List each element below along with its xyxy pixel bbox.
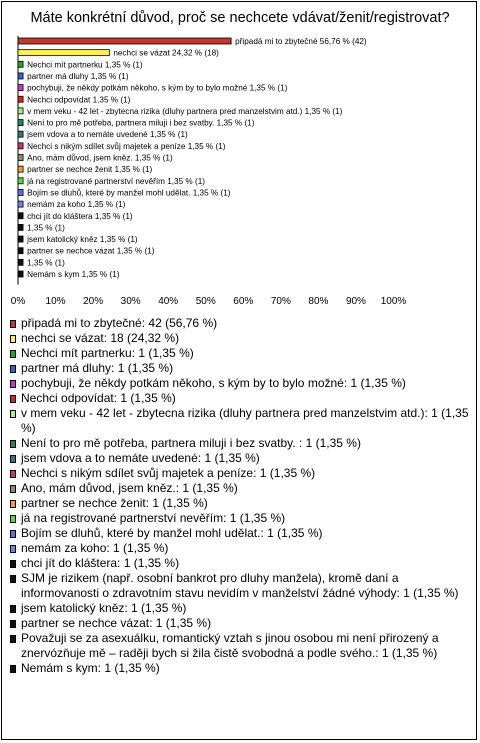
legend-swatch-12 <box>10 515 16 523</box>
bar-label-1: nechci se vázat 24,32 % (18) <box>113 48 219 58</box>
x-tick-label-2: 20% <box>83 296 104 307</box>
legend-item-15 <box>10 556 472 571</box>
legend-swatch-10 <box>10 485 16 493</box>
x-tick-label-4: 40% <box>158 296 179 307</box>
legend-text-8: jsem vdova a to nemáte uvedené: 1 (1,35 %) <box>21 451 260 465</box>
legend-swatch-4 <box>10 380 16 388</box>
x-tick-label-5: 50% <box>195 296 216 307</box>
bar-label-12: já na registrované partnerství nevěřím 1,35 % (1) <box>27 176 206 186</box>
legend-text-20: Nemám s kym: 1 (1,35 %) <box>21 661 160 675</box>
bar-label-11: partner se nechce ženit 1,35 % (1) <box>27 165 153 175</box>
legend-swatch-16 <box>10 575 16 583</box>
bar-label-5: Nechci odpovídat 1,35 % (1) <box>27 95 131 105</box>
bar-label-18: partner se nechce vázat 1,35 % (1) <box>27 246 155 256</box>
legend-swatch-6 <box>10 410 16 418</box>
bar-5 <box>18 96 23 102</box>
legend-item-1 <box>10 331 472 346</box>
legend-swatch-5 <box>10 395 16 403</box>
bar-13 <box>18 189 23 195</box>
bar-19 <box>18 259 23 265</box>
legend-item-2 <box>10 346 472 361</box>
x-tick-label-0: 0% <box>10 296 26 307</box>
bar-chart <box>2 2 478 312</box>
bar-label-3: partner má dluhy 1,35 % (1) <box>27 71 129 81</box>
bar-label-9: Nechci s nikým sdílet svůj majetek a peníze 1,35 % (1) <box>27 141 226 151</box>
legend-text-10: Ano, mám důvod, jsem kněz.: 1 (1,35 %) <box>21 481 238 495</box>
legend-item-8 <box>10 451 472 466</box>
bar-2 <box>18 61 23 67</box>
legend-item-9 <box>10 466 472 481</box>
legend-item-18 <box>10 616 472 631</box>
legend-swatch-11 <box>10 500 16 508</box>
legend-text-1: nechci se vázat: 18 (24,32 %) <box>21 331 180 345</box>
bar-label-8: jsem vdova a to nemáte uvedené 1,35 % (1) <box>27 130 188 140</box>
legend-text-3: partner má dluhy: 1 (1,35 %) <box>21 361 174 375</box>
legend-swatch-17 <box>10 605 16 613</box>
legend-text-16: SJM je rizikem (např. osobní bankrot pro dluhy manžela), kromě daní a informovanosti o zdravotním stavu nevidím v manželství žádné výhody: 1 (1,35 %) <box>21 571 459 600</box>
legend-item-16 <box>10 571 472 601</box>
bar-10 <box>18 155 23 161</box>
legend-text-5: Nechci odpovídat: 1 (1,35 %) <box>21 391 176 405</box>
chart-title: Máte konkrétní důvod, proč se nechcete vdávat/ženit/registrovat? <box>30 10 450 26</box>
legend-swatch-14 <box>10 545 16 553</box>
x-tick-label-8: 80% <box>308 296 329 307</box>
legend-swatch-7 <box>10 440 16 448</box>
bar-label-15: chci jít do kláštera 1,35 % (1) <box>27 211 133 221</box>
bar-14 <box>18 201 23 207</box>
bar-label-2: Nechci mít partnerku 1,35 % (1) <box>27 60 143 70</box>
legend-text-19: Považuji se za asexuálku, romantický vztah s jinou osobou mi není přirozený a znervózňuje mě – raději bych si žila čistě svobodná a podle svého.: 1 (1,35 %) <box>21 631 439 660</box>
legend-item-20 <box>10 661 472 676</box>
bar-11 <box>18 166 23 172</box>
legend-text-7: Není to pro mě potřeba, partnera miluji i bez svatby. : 1 (1,35 %) <box>21 436 361 450</box>
legend-item-6 <box>10 406 472 436</box>
legend-text-0: připadá mi to zbytečné: 42 (56,76 %) <box>21 316 218 330</box>
legend-swatch-15 <box>10 560 16 568</box>
bar-label-17: jsem katolický kněz 1,35 % (1) <box>27 235 138 245</box>
x-tick-label-9: 90% <box>345 296 366 307</box>
bar-label-6: v mem veku - 42 let - zbytecna rizika (dluhy partnera pred manzelstvim atd.) 1,35 % (1) <box>27 106 343 116</box>
legend-item-19 <box>10 631 472 661</box>
chart-legend <box>10 316 472 676</box>
bar-4 <box>18 85 23 91</box>
legend-swatch-1 <box>10 335 16 343</box>
bar-8 <box>18 131 23 137</box>
x-tick-label-1: 10% <box>45 296 66 307</box>
legend-swatch-9 <box>10 470 16 478</box>
legend-text-9: Nechci s nikým sdílet svůj majetek a peníze: 1 (1,35 %) <box>21 466 316 480</box>
bar-9 <box>18 143 23 149</box>
legend-item-13 <box>10 526 472 541</box>
bar-0 <box>18 38 231 44</box>
legend-text-17: jsem katolický kněz: 1 (1,35 %) <box>21 601 187 615</box>
x-tick-label-10: 100% <box>380 296 407 307</box>
x-tick-label-7: 70% <box>270 296 291 307</box>
legend-swatch-8 <box>10 455 16 463</box>
legend-text-11: partner se nechce ženit: 1 (1,35 %) <box>21 496 208 510</box>
bar-label-20: Nemám s kym 1,35 % (1) <box>27 270 120 279</box>
legend-swatch-20 <box>10 665 16 673</box>
legend-item-4 <box>10 376 472 391</box>
legend-item-14 <box>10 541 472 556</box>
legend-text-15: chci jít do kláštera: 1 (1,35 %) <box>21 556 180 570</box>
legend-item-12 <box>10 511 472 526</box>
bar-label-0: připadá mi to zbytečné 56,76 % (42) <box>235 37 367 46</box>
bar-label-4: pochybuji, že někdy potkám někoho, s kým by to bylo možné 1,35 % (1) <box>27 83 288 93</box>
bar-6 <box>18 108 23 114</box>
legend-item-5 <box>10 391 472 406</box>
bar-label-7: Není to pro mě potřeba, partnera miluji i bez svatby. 1,35 % (1) <box>27 118 255 128</box>
bar-label-16: 1,35 % (1) <box>27 223 65 233</box>
bar-label-10: Ano, mám důvod, jsem kněz. 1,35 % (1) <box>27 153 173 163</box>
legend-text-13: Bojím se dluhů, které by manžel mohl udělat.: 1 (1,35 %) <box>21 526 323 540</box>
bar-20 <box>18 271 23 277</box>
legend-text-18: partner se nechce vázat: 1 (1,35 %) <box>21 616 212 630</box>
bar-label-13: Bojím se dluhů, které by manžel mohl udělat. 1,35 % (1) <box>27 188 231 198</box>
chart-frame <box>1 1 477 740</box>
legend-swatch-3 <box>10 365 16 373</box>
legend-item-7 <box>10 436 472 451</box>
legend-item-11 <box>10 496 472 511</box>
legend-swatch-2 <box>10 350 16 358</box>
bar-3 <box>18 73 23 79</box>
legend-item-3 <box>10 361 472 376</box>
bar-label-14: nemám za koho 1,35 % (1) <box>27 200 126 210</box>
legend-swatch-13 <box>10 530 16 538</box>
x-tick-label-6: 60% <box>233 296 254 307</box>
legend-item-0 <box>10 316 472 331</box>
legend-item-10 <box>10 481 472 496</box>
legend-swatch-19 <box>10 635 16 643</box>
bar-15 <box>18 213 23 219</box>
bar-16 <box>18 224 23 230</box>
legend-swatch-18 <box>10 620 16 628</box>
legend-swatch-0 <box>10 320 16 328</box>
bar-18 <box>18 248 23 254</box>
legend-text-2: Nechci mít partnerku: 1 (1,35 %) <box>21 346 194 360</box>
legend-text-6: v mem veku - 42 let - zbytecna rizika (dluhy partnera pred manzelstvim atd.): 1 (1,35 %) <box>21 406 469 435</box>
legend-text-14: nemám za koho: 1 (1,35 %) <box>21 541 169 555</box>
bar-label-19: 1,35 % (1) <box>27 258 65 268</box>
legend-item-17 <box>10 601 472 616</box>
bar-17 <box>18 236 23 242</box>
bar-12 <box>18 178 23 184</box>
legend-text-12: já na registrované partnerství nevěřím: 1 (1,35 %) <box>21 511 286 525</box>
bar-7 <box>18 120 23 126</box>
bar-1 <box>18 50 109 56</box>
x-tick-label-3: 30% <box>120 296 141 307</box>
legend-text-4: pochybuji, že někdy potkám někoho, s kým by to bylo možné: 1 (1,35 %) <box>21 376 406 390</box>
